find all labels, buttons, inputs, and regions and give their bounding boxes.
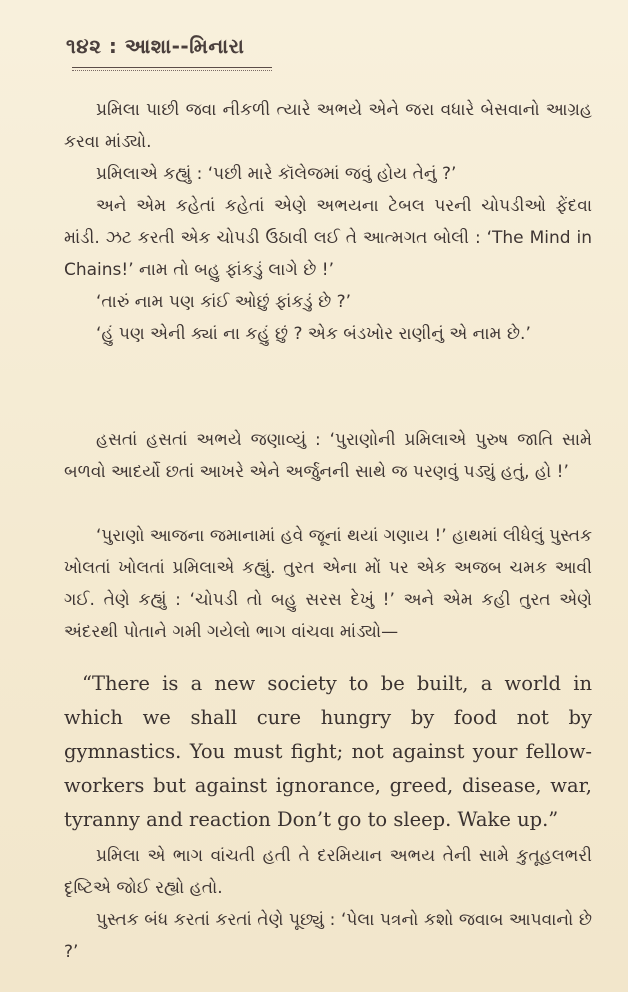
text-block-reading	[64, 520, 592, 648]
english-quote: “There is a new society to be built, a world in which we shall cure hungry by food not by gymnastics. You must fight; not against your fellow-workers but against ignorance, greed, disease, war, tyranny and reaction Don’t go to sleep. Wake up.”	[64, 672, 592, 831]
paragraph-2: પ્રમિલાએ કહ્યું : ‘પછી મારે કૉલેજમાં જવું હોય તેનું ?’	[96, 164, 457, 184]
paragraph-1: પ્રમિલા પાછી જવા નીકળી ત્યારે અભયે એને જરા વધારે બેસવાનો આગ્રહ કરવા માંડ્યો.	[64, 100, 592, 152]
text-block-bottom	[64, 840, 592, 968]
paragraph-5: ‘હું પણ એની ક્યાં ના કહું છું ? એક બંડખોર રાણીનું એ નામ છે.’	[96, 324, 531, 344]
header-underline	[72, 67, 272, 68]
text-block-middle	[64, 424, 592, 488]
page-header: ૧૪૨ : આશા--મિનારા	[66, 34, 245, 58]
paragraph-9: પુસ્તક બંધ કરતાં કરતાં તેણે પૂછ્યું : ‘પેલા પત્રનો કશો જવાબ આપવાનો છે ?’	[64, 910, 592, 962]
paragraph-4: ‘તારું નામ પણ કાંઈ ઓછું ફાંકડું છે ?’	[96, 292, 352, 312]
paragraph-3: અને એમ કહેતાં કહેતાં એણે અભયના ટેબલ પરની ચોપડીઓ ફેંદવા માંડી. ઝટ કરતી એક ચોપડી ઉઠાવી લઈ તે આત્મગત બોલી : ‘The Mind in Chains!’ નામ તો બહુ ફાંકડું લાગે છે !’	[64, 196, 592, 280]
paragraph-8: પ્રમિલા એ ભાગ વાંચતી હતી તે દરમિયાન અભય તેની સામે કુતૂહલભરી દૃષ્ટિએ જોઈ રહ્યો હતો.	[64, 846, 592, 898]
paragraph-7: ‘પુરાણો આજના જમાનામાં હવે જૂનાં થયાં ગણાય !’ હાથમાં લીધેલું પુસ્તક ખોલતાં ખોલતાં પ્રમિલાએ કહ્યું. તુરત એના મોં પર એક અજબ ચમક આવી ગઈ. તેણે કહ્યું : ‘ચોપડી તો બહુ સરસ દેખું !’ અને એમ કહી તુરત એણે અંદરથી પોતાને ગમી ગયેલો ભાગ વાંચવા માંડ્યો—	[64, 526, 592, 642]
text-block-top	[64, 94, 592, 350]
paragraph-6: હસતાં હસતાં અભયે જણાવ્યું : ‘પુરાણોની પ્રમિલાએ પુરુષ જાતિ સામે બળવો આદર્યો છતાં આખરે એને અર્જુનની સાથે જ પરણવું પડ્યું હતું, હો !’	[64, 430, 592, 482]
